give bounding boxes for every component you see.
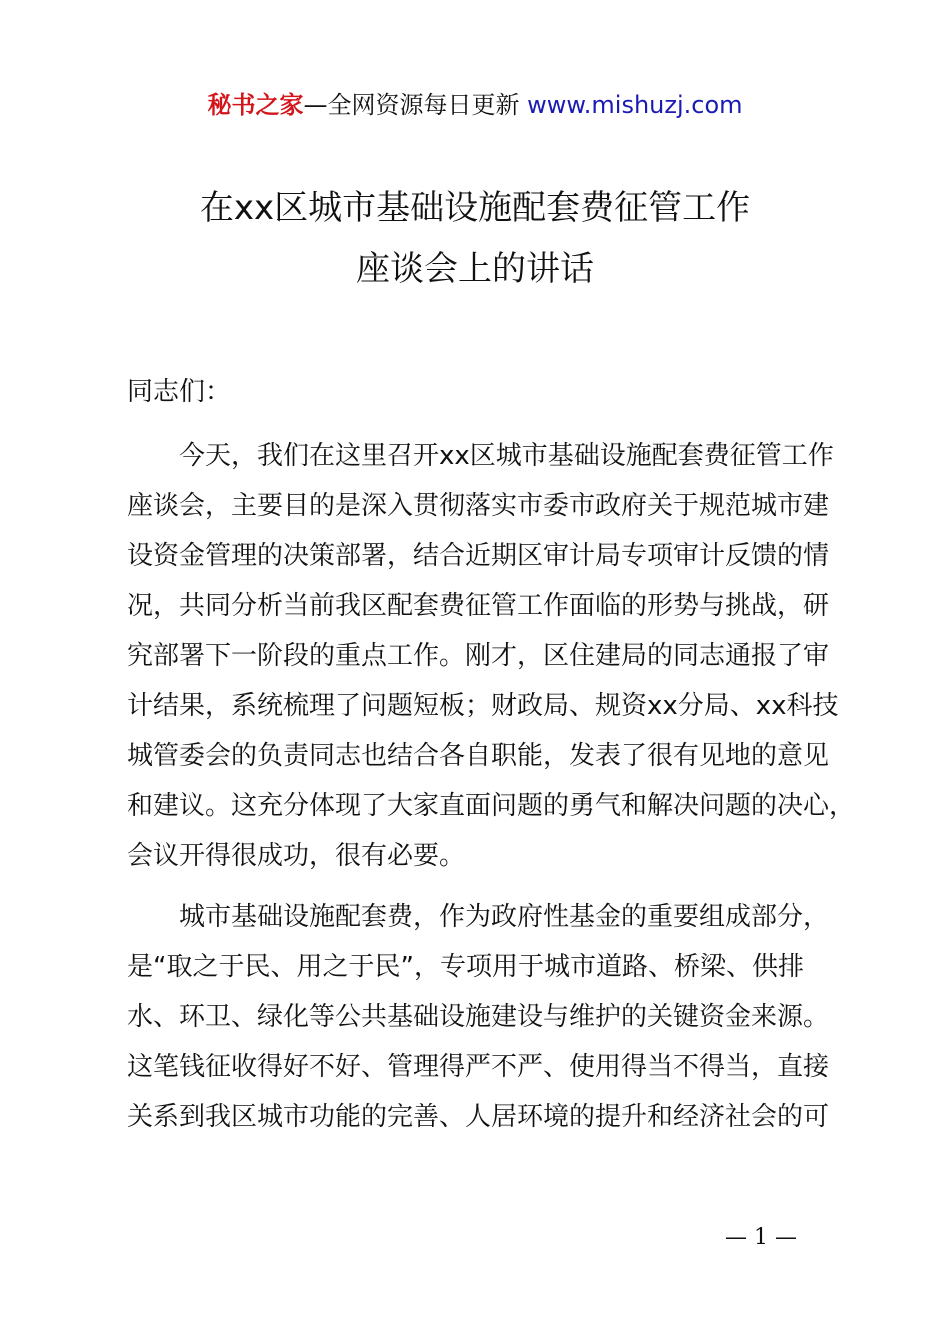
paragraph-1 xyxy=(127,431,856,881)
site-url[interactable]: www.mishuzj.com xyxy=(527,91,743,119)
page-number: — 1 — xyxy=(725,1225,797,1250)
paragraph-line: 关系到我区城市功能的完善、人居环境的提升和经济社会的可 xyxy=(127,1102,830,1132)
paragraph-line: 和建议。这充分体现了大家直面问题的勇气和解决问题的决心， xyxy=(127,791,856,821)
paragraph-line: 水、环卫、绿化等公共基础设施建设与维护的关键资金来源。 xyxy=(127,1002,830,1032)
paragraph-line: 座谈会，主要目的是深入贯彻落实市委市政府关于规范城市建 xyxy=(127,491,830,521)
paragraph-line: 况，共同分析当前我区配套费征管工作面临的形势与挑战，研 xyxy=(127,591,830,621)
paragraph-line: 究部署下一阶段的重点工作。刚才，区住建局的同志通报了审 xyxy=(127,641,830,671)
greeting: 同志们： xyxy=(127,377,232,407)
paragraph-2 xyxy=(127,892,830,1142)
paragraph-line: 这笔钱征收得好不好、管理得严不严、使用得当不得当，直接 xyxy=(127,1052,830,1082)
site-header xyxy=(0,88,950,122)
paragraph-line: 会议开得很成功，很有必要。 xyxy=(127,841,466,871)
document-title-line-1: 在xx区城市基础设施配套费征管工作 xyxy=(199,188,751,228)
paragraph-line: 今天，我们在这里召开xx区城市基础设施配套费征管工作 xyxy=(179,441,834,471)
paragraph-line: 城市基础设施配套费，作为政府性基金的重要组成部分， xyxy=(179,902,830,932)
header-slogan: —全网资源每日更新 xyxy=(303,91,520,119)
paragraph-line: 设资金管理的决策部署，结合近期区审计局专项审计反馈的情 xyxy=(127,541,830,571)
brand-name: 秘书之家 xyxy=(207,91,304,119)
paragraph-line: 城管委会的负责同志也结合各自职能，发表了很有见地的意见 xyxy=(127,741,830,771)
paragraph-line: 计结果，系统梳理了问题短板；财政局、规资xx分局、xx科技 xyxy=(127,691,839,721)
document-title-line-2: 座谈会上的讲话 xyxy=(356,249,594,289)
paragraph-line: 是“取之于民、用之于民”，专项用于城市道路、桥梁、供排 xyxy=(127,952,804,982)
